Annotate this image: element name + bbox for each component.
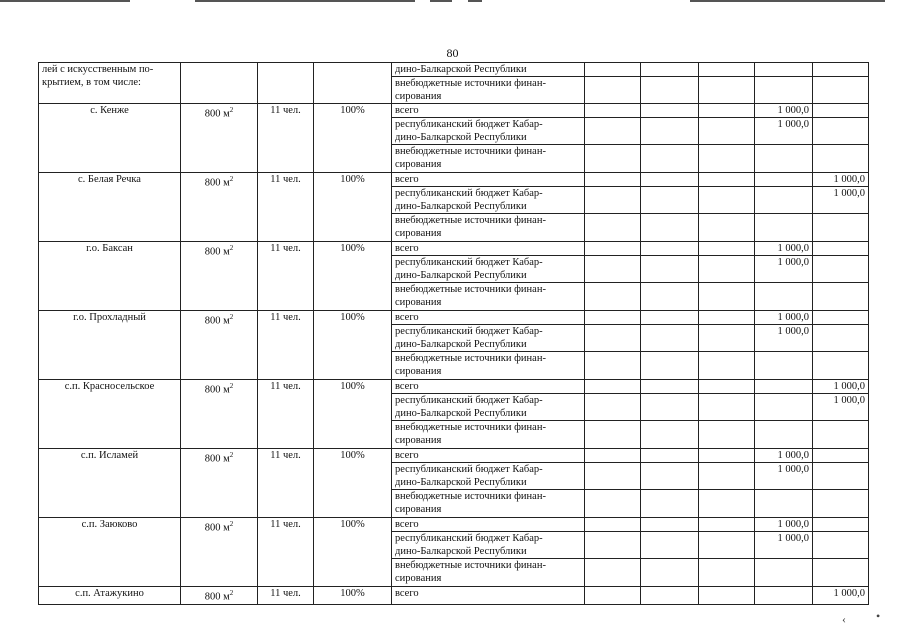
source-cell [392,187,585,214]
percent-cell: 100% [314,518,392,587]
source-line: сирования [395,366,442,377]
source-line: внебюджетные источники финан- [395,215,546,226]
area-cell [181,173,258,242]
source-cell: всего [392,587,585,605]
table-cell [641,118,699,145]
source-cell [392,145,585,173]
source-cell [392,421,585,449]
table-row [39,449,869,463]
people-cell: 11 чел. [258,104,314,173]
area-value: 800 м [204,246,230,258]
table-cell [641,145,699,173]
table-cell [585,394,641,421]
area-cell [181,104,258,173]
table-cell [699,187,755,214]
table-cell [699,559,755,587]
source-cell: всего [392,104,585,118]
people-cell: 11 чел. [258,311,314,380]
percent-cell: 100% [314,104,392,173]
table-cell [585,421,641,449]
table-cell [699,63,755,77]
table-cell [755,394,813,421]
source-cell [392,77,585,104]
table-cell [641,63,699,77]
source-line: внебюджетные источники финан- [395,146,546,157]
table-cell [699,311,755,325]
table-cell [699,587,755,605]
table-cell [585,242,641,256]
table-cell [699,490,755,518]
table-cell [813,325,869,352]
table-cell [699,352,755,380]
amount-cell: 1 000,0 [755,463,813,490]
table-cell [641,256,699,283]
table-cell [585,380,641,394]
area-value: 800 м [204,177,230,189]
table-cell [585,256,641,283]
scan-speck: ‹ [842,612,846,626]
table-cell [641,283,699,311]
table-cell [314,63,392,104]
source-cell: всего [392,311,585,325]
table-cell [755,380,813,394]
amount-cell: 1 000,0 [813,173,869,187]
source-cell [392,325,585,352]
source-line: республиканский бюджет Кабар- [395,119,543,130]
area-value: 800 м [204,591,230,603]
table-cell [755,352,813,380]
table-cell [585,187,641,214]
source-line: внебюджетные источники финан- [395,560,546,571]
people-cell: 11 чел. [258,587,314,605]
source-line: внебюджетные источники финан- [395,422,546,433]
table-cell [813,532,869,559]
source-line: дино-Балкарской Республики [395,201,527,212]
table-cell [699,104,755,118]
people-cell: 11 чел. [258,518,314,587]
source-line: сирования [395,159,442,170]
table-cell [755,173,813,187]
amount-cell: 1 000,0 [813,187,869,214]
area-cell [181,449,258,518]
locality-name: с.п. Исламей [39,449,181,518]
percent-cell: 100% [314,380,392,449]
amount-cell: 1 000,0 [813,394,869,421]
locality-name: с. Белая Речка [39,173,181,242]
table-cell [258,63,314,104]
locality-name: г.о. Прохладный [39,311,181,380]
source-cell [392,214,585,242]
table-cell [755,587,813,605]
table-cell [813,352,869,380]
source-line: республиканский бюджет Кабар- [395,464,543,475]
source-cell: дино-Балкарской Республики [392,63,585,77]
top-scan-mark [468,0,482,2]
table-cell [641,173,699,187]
table-cell [641,559,699,587]
table-cell [585,145,641,173]
table-cell [181,63,258,104]
source-cell: всего [392,518,585,532]
people-cell: 11 чел. [258,380,314,449]
table-cell [699,463,755,490]
scan-speck: • [876,609,881,623]
source-line: дино-Балкарской Республики [395,477,527,488]
table-cell [641,325,699,352]
table-cell [641,380,699,394]
area-cell [181,242,258,311]
area-unit-sup: 2 [229,313,234,321]
table-cell [641,518,699,532]
amount-cell: 1 000,0 [755,256,813,283]
locality-name: с.п. Красносельское [39,380,181,449]
table-cell [641,187,699,214]
table-cell [585,449,641,463]
table-cell [813,421,869,449]
source-line: республиканский бюджет Кабар- [395,533,543,544]
table-cell [585,311,641,325]
table-cell [813,145,869,173]
table-cell [585,77,641,104]
table-cell [813,256,869,283]
table-cell [585,490,641,518]
table-cell [813,463,869,490]
source-cell: всего [392,380,585,394]
source-line: сирования [395,91,442,102]
source-line: внебюджетные источники финан- [395,491,546,502]
table-cell [699,283,755,311]
table-cell [641,463,699,490]
area-unit-sup: 2 [229,382,234,390]
table-cell [585,352,641,380]
table-cell [755,283,813,311]
table-cell [699,325,755,352]
source-cell [392,532,585,559]
area-unit-sup: 2 [229,451,234,459]
table-cell [755,559,813,587]
table-cell [641,449,699,463]
amount-cell: 1 000,0 [755,518,813,532]
amount-cell: 1 000,0 [755,104,813,118]
table-cell [813,77,869,104]
amount-cell: 1 000,0 [813,587,869,605]
table-cell [755,187,813,214]
source-line: сирования [395,228,442,239]
amount-cell: 1 000,0 [755,118,813,145]
table-cell [813,559,869,587]
source-line: республиканский бюджет Кабар- [395,395,543,406]
table-cell [585,518,641,532]
table-cell [813,214,869,242]
source-line: внебюджетные источники финан- [395,353,546,364]
page-number: 80 [446,46,459,60]
table-cell [699,77,755,104]
table-cell [585,173,641,187]
source-line: сирования [395,504,442,515]
table-cell [755,490,813,518]
table-cell [813,242,869,256]
table-cell [699,214,755,242]
area-unit-sup: 2 [229,520,234,528]
table-cell [641,214,699,242]
top-scan-mark [195,0,415,2]
table-cell [585,214,641,242]
source-cell [392,352,585,380]
table-cell [641,352,699,380]
table-cell [755,421,813,449]
people-cell: 11 чел. [258,173,314,242]
table-row [39,518,869,532]
area-unit-sup: 2 [229,589,234,597]
table-cell [585,104,641,118]
area-unit-sup: 2 [229,244,234,252]
locality-name: с.п. Заюково [39,518,181,587]
caption-line: крытием, в том числе: [42,77,141,88]
table-row [39,242,869,256]
table-cell [585,63,641,77]
table-cell [641,242,699,256]
table-cell [813,449,869,463]
source-cell: всего [392,242,585,256]
amount-cell: 1 000,0 [755,325,813,352]
table-cell [699,532,755,559]
source-cell: всего [392,449,585,463]
amount-cell: 1 000,0 [755,242,813,256]
source-cell [392,118,585,145]
table-cell [813,63,869,77]
table-cell [755,214,813,242]
table-cell [699,145,755,173]
table-cell [755,145,813,173]
table-cell [585,587,641,605]
locality-name: с. Кенже [39,104,181,173]
table-cell [755,63,813,77]
table-cell [699,518,755,532]
top-scan-mark [690,0,885,2]
source-line: сирования [395,573,442,584]
table-cell [755,77,813,104]
percent-cell: 100% [314,311,392,380]
table-cell [585,283,641,311]
table-row [39,380,869,394]
percent-cell: 100% [314,587,392,605]
table-cell [585,532,641,559]
area-cell [181,587,258,605]
table-cell [641,394,699,421]
table-cell [699,449,755,463]
table-cell [813,104,869,118]
table-row [39,587,869,605]
source-cell [392,463,585,490]
table-cell [699,242,755,256]
people-cell: 11 чел. [258,242,314,311]
source-line: дино-Балкарской Республики [395,408,527,419]
source-line: республиканский бюджет Кабар- [395,188,543,199]
table-cell [641,311,699,325]
table-cell [641,104,699,118]
area-cell [181,380,258,449]
table-cell [641,490,699,518]
source-cell [392,394,585,421]
percent-cell: 100% [314,242,392,311]
area-value: 800 м [204,522,230,534]
area-value: 800 м [204,384,230,396]
source-line: дино-Балкарской Республики [395,546,527,557]
table-cell [813,283,869,311]
amount-cell: 1 000,0 [755,532,813,559]
area-value: 800 м [204,453,230,465]
table-cell [641,532,699,559]
source-line: внебюджетные источники финан- [395,78,546,89]
source-cell [392,283,585,311]
percent-cell: 100% [314,173,392,242]
area-value: 800 м [204,108,230,120]
source-cell [392,559,585,587]
source-line: сирования [395,435,442,446]
table-cell [699,380,755,394]
source-cell: всего [392,173,585,187]
amount-cell: 1 000,0 [755,449,813,463]
table-cell [585,325,641,352]
source-line: дино-Балкарской Республики [395,339,527,350]
table-row [39,63,869,77]
table-cell [699,256,755,283]
table-cell [699,394,755,421]
table-row [39,104,869,118]
source-cell [392,490,585,518]
table-cell [699,421,755,449]
locality-name: с.п. Атажукино [39,587,181,605]
table-cell [585,463,641,490]
table-cell [813,518,869,532]
table-cell [641,77,699,104]
locality-name: г.о. Баксан [39,242,181,311]
people-cell: 11 чел. [258,449,314,518]
source-line: сирования [395,297,442,308]
table-cell [699,173,755,187]
object-caption [39,63,181,104]
caption-line: лей с искусственным по- [42,64,154,75]
area-cell [181,518,258,587]
source-line: дино-Балкарской Республики [395,270,527,281]
table-cell [641,587,699,605]
source-line: дино-Балкарской Республики [395,132,527,143]
table-row [39,173,869,187]
financing-table [38,62,869,605]
amount-cell: 1 000,0 [813,380,869,394]
table-cell [585,559,641,587]
source-line: республиканский бюджет Кабар- [395,326,543,337]
area-unit-sup: 2 [229,175,234,183]
source-cell [392,256,585,283]
area-cell [181,311,258,380]
amount-cell: 1 000,0 [755,311,813,325]
source-line: внебюджетные источники финан- [395,284,546,295]
table-cell [699,118,755,145]
table-cell [585,118,641,145]
table-cell [813,490,869,518]
table-cell [813,311,869,325]
table-cell [813,118,869,145]
area-value: 800 м [204,315,230,327]
table-row [39,311,869,325]
source-line: республиканский бюджет Кабар- [395,257,543,268]
area-unit-sup: 2 [229,106,234,114]
top-scan-mark [0,0,130,2]
table-cell [641,421,699,449]
percent-cell: 100% [314,449,392,518]
top-scan-mark [430,0,452,2]
